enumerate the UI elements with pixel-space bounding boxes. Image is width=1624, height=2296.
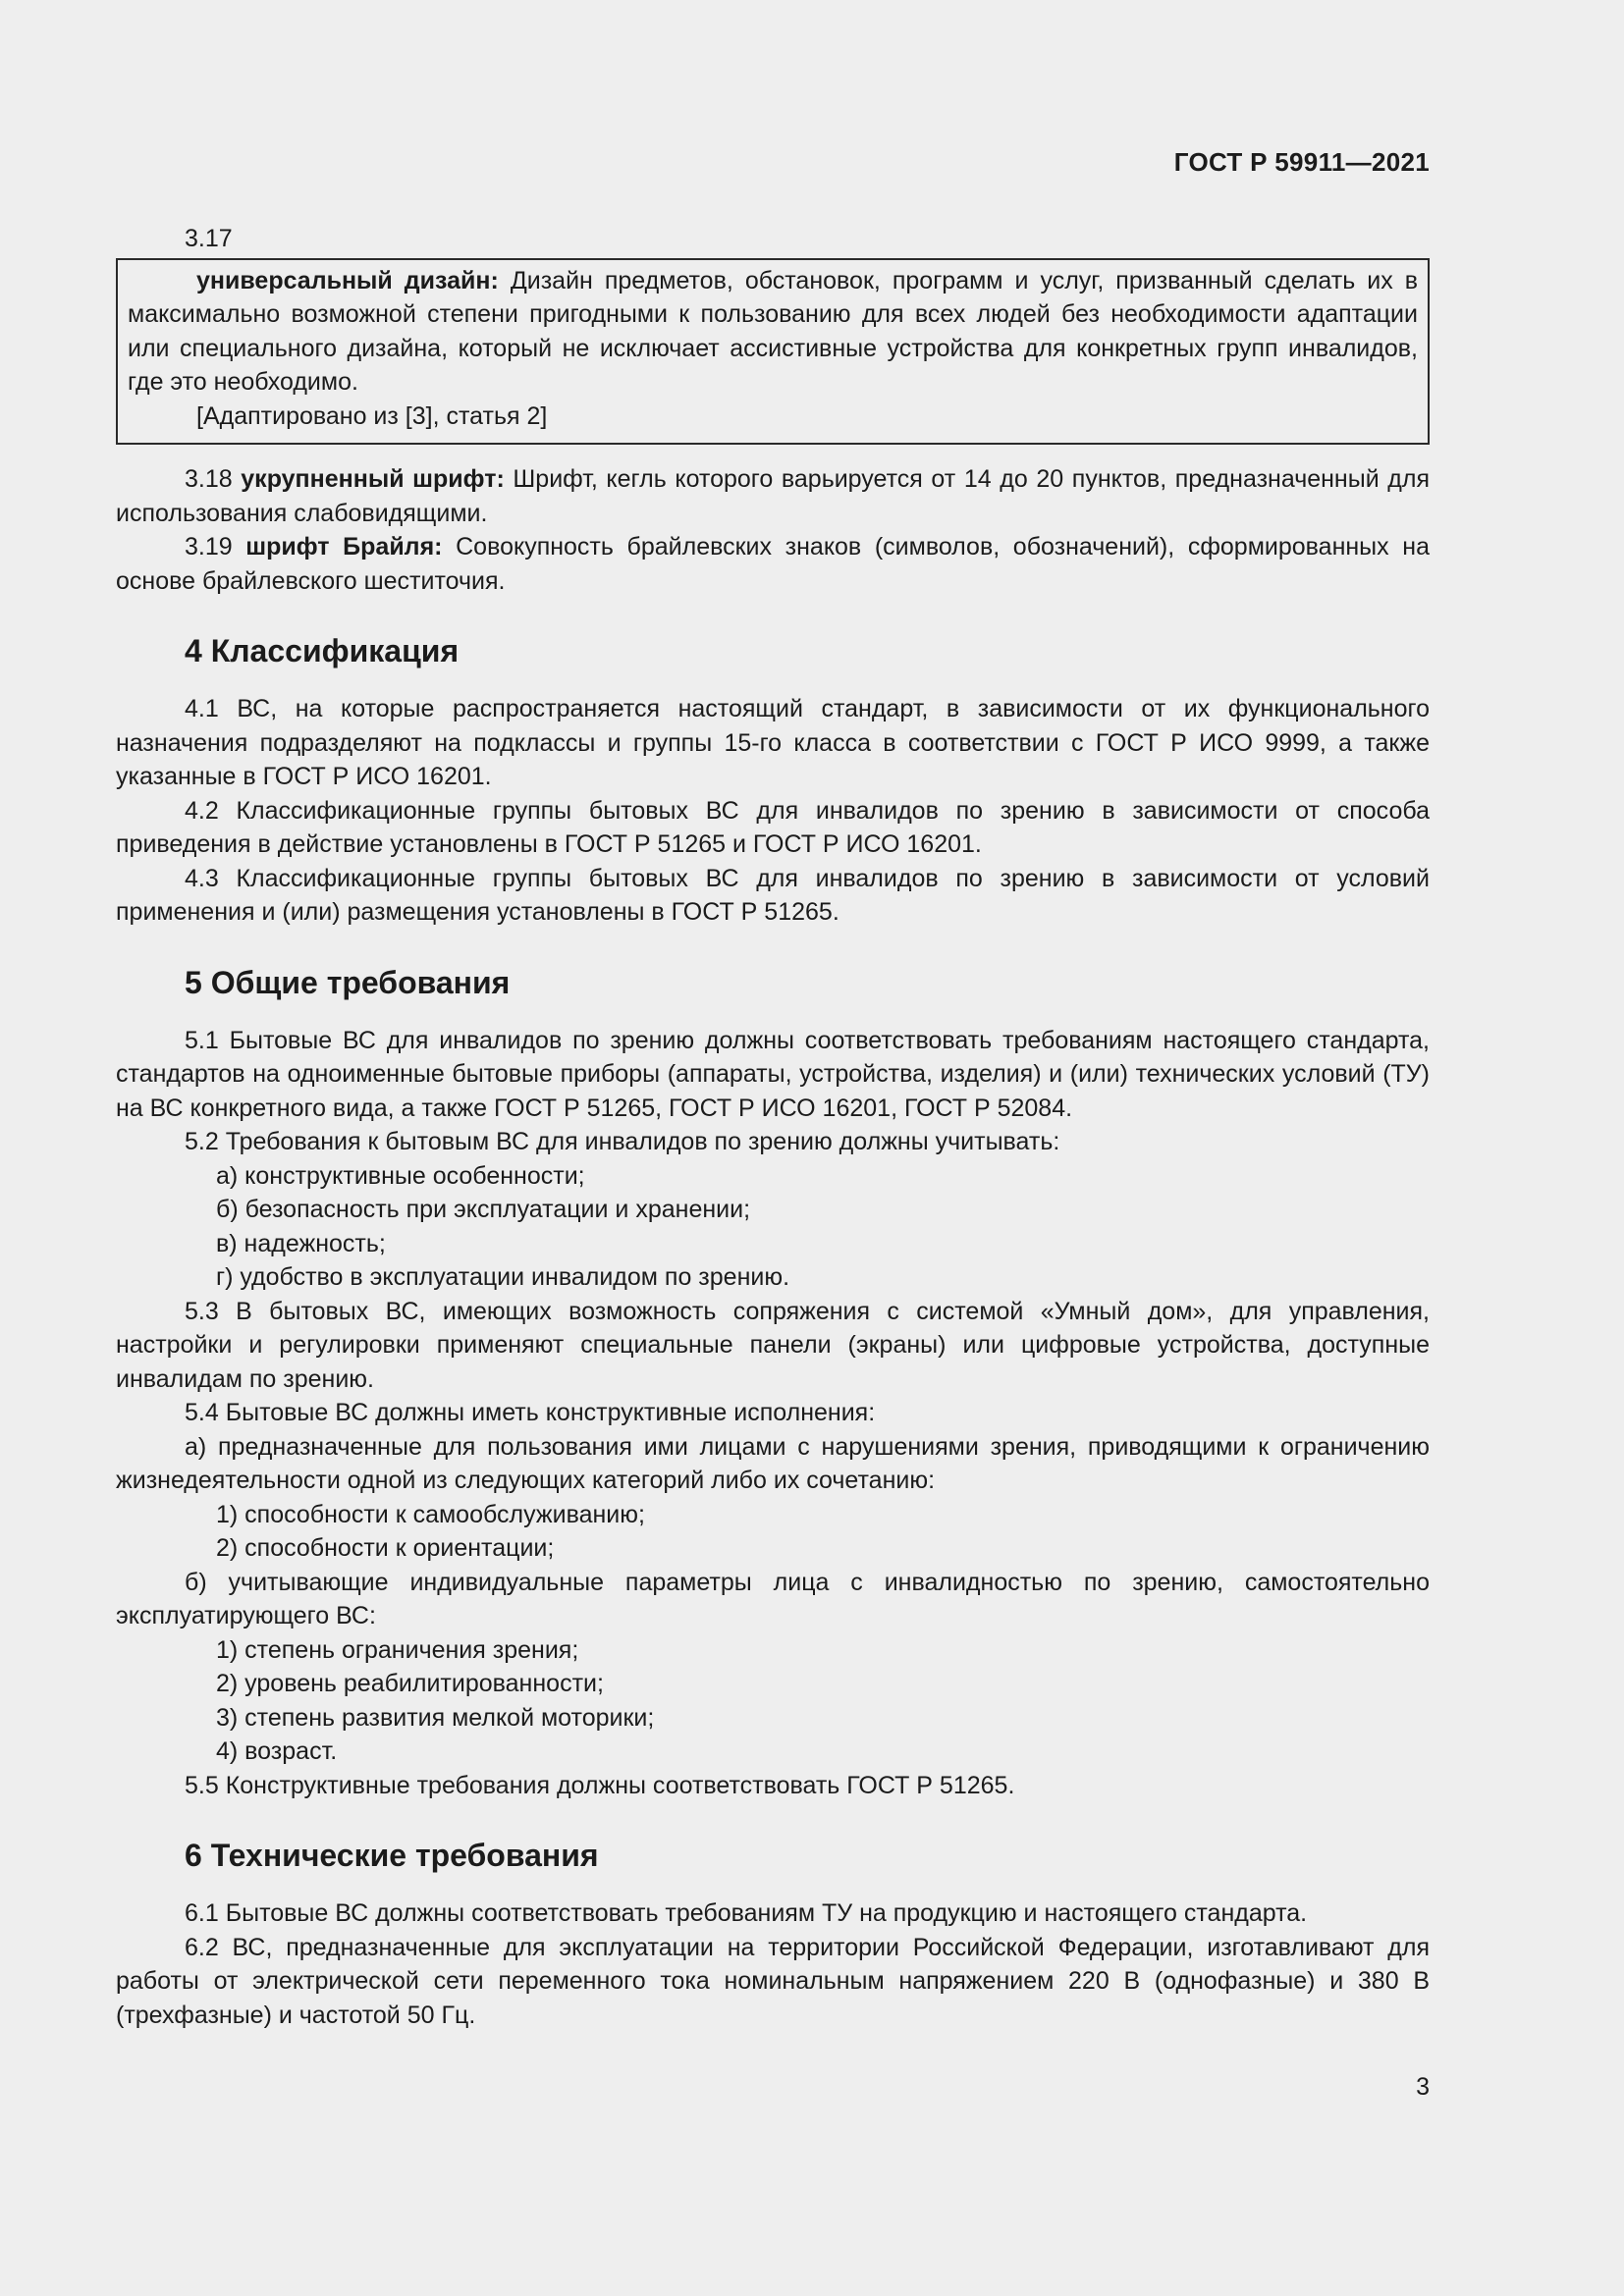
paragraph-4-3: 4.3 Классификационные группы бытовых ВС для инвалидов по зрению в зависимости от условий применения и (или) размещения установлены в ГОСТ Р 51265.: [116, 864, 1430, 926]
paragraph-6-2: 6.2 ВС, предназначенные для эксплуатации на территории Российской Федерации, изготавливают для работы от электрической сети переменного тока номинальным напряжением 220 В (однофазные) и 380 В (трехфазные) и частотой 50 Гц.: [116, 1933, 1430, 2029]
paragraph-5-1: 5.1 Бытовые ВС для инвалидов по зрению должны соответствовать требованиям настоящего стандарта, стандартов на одноименные бытовые приборы (аппараты, устройства, изделия) и (или) технических условий (ТУ) на ВС конкретного вида, а также ГОСТ Р 51265, ГОСТ Р ИСО 16201, ГОСТ Р 52084.: [116, 1026, 1430, 1122]
list-item-5-4-a-1: 1) способности к самообслуживанию;: [216, 1500, 645, 1528]
paragraph-5-5: 5.5 Конструктивные требования должны соответствовать ГОСТ Р 51265.: [185, 1771, 1015, 1799]
paragraph-5-4-b: б) учитывающие индивидуальные параметры лица с инвалидностью по зрению, самостоятельно эксплуатирующего ВС:: [116, 1568, 1430, 1629]
document-body: [116, 222, 1430, 2032]
term-3-17-term: универсальный дизайн:: [196, 266, 499, 294]
paragraph-5-2: 5.2 Требования к бытовым ВС для инвалидов по зрению должны учитывать:: [185, 1128, 1060, 1155]
term-3-18-text: Шрифт, кегль которого варьируется от 14 до 20 пунктов, предназначенный для использования слабовидящими.: [116, 465, 1430, 527]
section-6-heading: 6 Технические требования: [185, 1838, 599, 1873]
list-item-5-2-a: а) конструктивные особенности;: [216, 1161, 585, 1190]
list-item-5-4-a-2: 2) способности к ориентации;: [216, 1534, 555, 1562]
term-3-19: [116, 530, 1430, 598]
list-item-5-4-b-2: 2) уровень реабилитированности;: [216, 1670, 604, 1697]
list-item-5-4-b-3: 3) степень развития мелкой моторики;: [216, 1703, 655, 1732]
term-3-19-term: шрифт Брайля:: [245, 533, 443, 561]
document-code-header: ГОСТ Р 59911—2021: [1173, 147, 1430, 177]
list-item-5-2-c: в) надежность;: [216, 1229, 386, 1257]
paragraph-4-1: 4.1 ВС, на которые распространяется настоящий стандарт, в зависимости от их функционального назначения подразделяют на подклассы и группы 15-го класса в соответствии с ГОСТ Р ИСО 9999, а также указанные в ГОСТ Р ИСО 16201.: [116, 695, 1430, 790]
list-item-5-4-b-1: 1) степень ограничения зрения;: [216, 1635, 579, 1664]
term-3-17-text: Дизайн предметов, обстановок, программ и услуг, призванный сделать их в максимально возможной степени пригодными к пользованию для всех людей без необходимости адаптации или специального дизайна, который не исключает ассистивные устройства для конкретных групп инвалидов, где это необходимо.: [128, 266, 1418, 396]
paragraph-6-1: 6.1 Бытовые ВС должны соответствовать требованиям ТУ на продукцию и настоящего стандарта.: [185, 1899, 1308, 1927]
list-item-5-4-b-4: 4) возраст.: [216, 1737, 338, 1765]
section-5-heading: 5 Общие требования: [185, 964, 511, 1000]
term-3-18: [116, 462, 1430, 530]
paragraph-4-2: 4.2 Классификационные группы бытовых ВС для инвалидов по зрению в зависимости от способа приведения в действие установлены в ГОСТ Р 51265 и ГОСТ Р ИСО 16201.: [116, 796, 1430, 858]
page-number: 3: [1416, 2073, 1430, 2101]
term-3-19-text: Совокупность брайлевских знаков (символов, обозначений), сформированных на основе брайлевского шеститочия.: [116, 533, 1430, 595]
paragraph-5-4-a: а) предназначенные для пользования ими лицами с нарушениями зрения, приводящими к ограничению жизнедеятельности одной из следующих категорий либо их сочетанию:: [116, 1432, 1430, 1494]
term-3-19-number: 3.19: [185, 533, 246, 561]
paragraph-5-3: 5.3 В бытовых ВС, имеющих возможность сопряжения с системой «Умный дом», для управления, настройки и регулировки применяют специальные панели (экраны) или цифровые устройства, доступные инвалидам по зрению.: [116, 1297, 1430, 1393]
term-3-17-source: [Адаптировано из [3], статья 2]: [196, 401, 548, 430]
list-item-5-2-d: г) удобство в эксплуатации инвалидом по зрению.: [216, 1263, 790, 1291]
term-3-17-box: [116, 258, 1430, 446]
paragraph-5-4: 5.4 Бытовые ВС должны иметь конструктивные исполнения:: [185, 1399, 876, 1426]
section-4-heading: 4 Классификация: [185, 633, 460, 668]
term-3-17-number: 3.17: [185, 225, 233, 252]
term-3-17-definition: [128, 264, 1418, 400]
term-3-18-term: укрупненный шрифт:: [241, 465, 505, 493]
list-item-5-2-b: б) безопасность при эксплуатации и хранении;: [216, 1196, 751, 1223]
term-3-18-number: 3.18: [185, 465, 242, 493]
